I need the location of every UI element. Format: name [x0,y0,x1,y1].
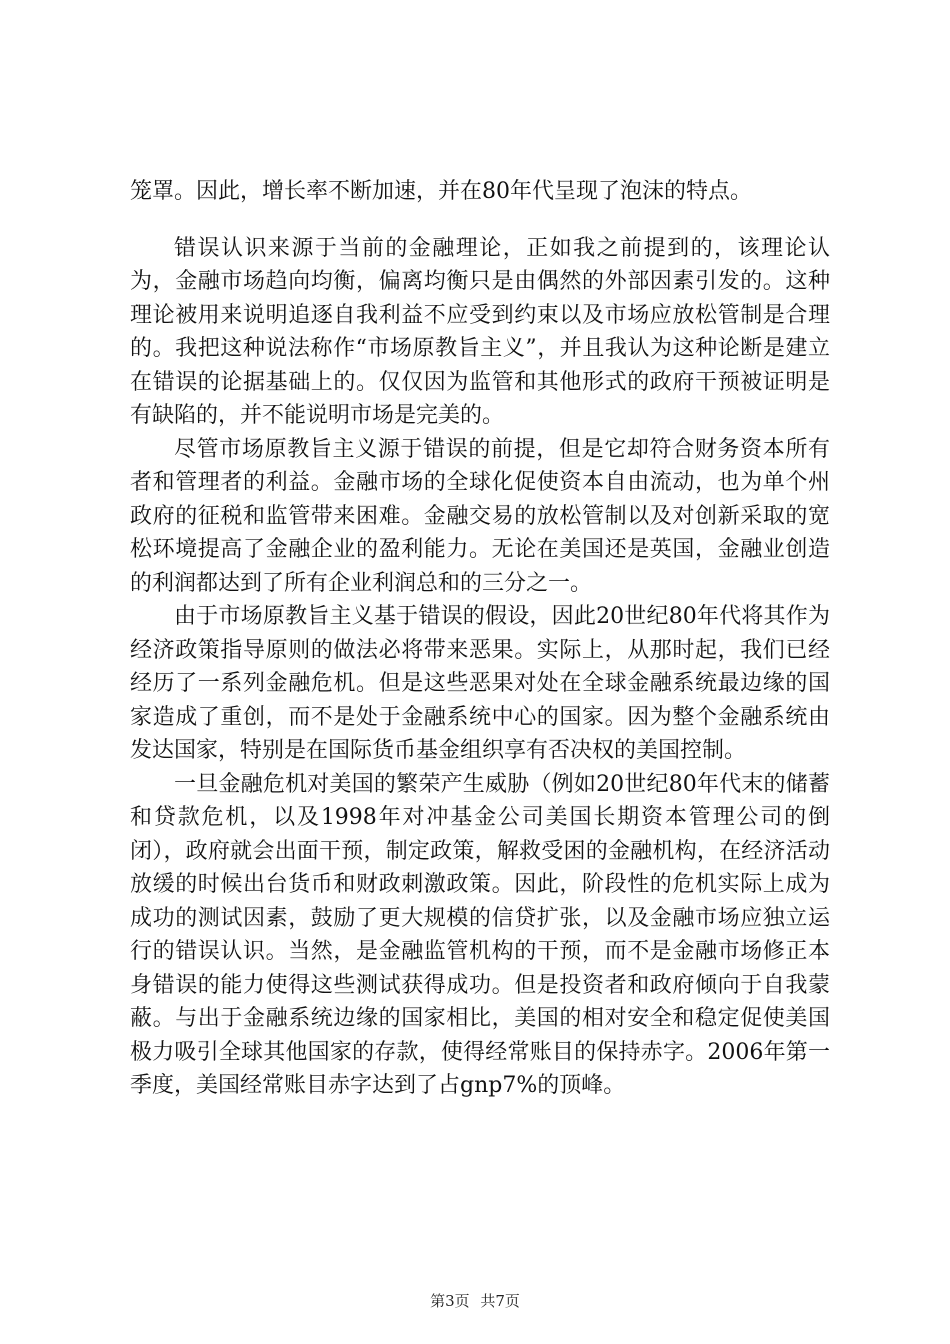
page-total: 共7页 [480,1292,520,1310]
paragraph: 一旦金融危机对美国的繁荣产生威胁（例如20世纪80年代末的储蓄和贷款危机，以及1998年对冲基金公司美国长期资本管理公司的倒闭），政府就会出面干预，制定政策，解救受困的金融机构，在经济活动放缓的时候出台货币和财政刺激政策。因此，阶段性的危机实际上成为成功的测试因素，鼓励了更大规模的信贷扩张，以及金融市场应独立运行的错误认识。当然，是金融监管机构的干预，而不是金融市场修正本身错误的能力使得这些测试获得成功。但是投资者和政府倾向于自我蒙蔽。与出于金融系统边缘的国家相比，美国的相对安全和稳定促使美国极力吸引全球其他国家的存款，使得经常账目的保持赤字。2006年第一季度，美国经常账目赤字达到了占gnp7%的顶峰。 [130,771,830,1098]
paragraph-continuation: 笼罩。因此，增长率不断加速，并在80年代呈现了泡沫的特点。 [130,179,752,204]
paragraph: 尽管市场原教旨主义源于错误的前提，但是它却符合财务资本所有者和管理者的利益。金融市场的全球化促使资本自由流动，也为单个州政府的征税和监管带来困难。金融交易的放松管制以及对创新采取的宽松环境提高了金融企业的盈利能力。无论在美国还是英国，金融业创造的利润都达到了所有企业利润总和的三分之一。 [130,436,830,596]
paragraph: 由于市场原教旨主义基于错误的假设，因此20世纪80年代将其作为经济政策指导原则的做法必将带来恶果。实际上，从那时起，我们已经经历了一系列金融危机。但是这些恶果对处在全球金融系统最边缘的国家造成了重创，而不是处于金融系统中心的国家。因为整个金融系统由发达国家，特别是在国际货币基金组织享有否决权的美国控制。 [130,604,830,763]
paragraph: 错误认识来源于当前的金融理论，正如我之前提到的，该理论认为，金融市场趋向均衡，偏离均衡只是由偶然的外部因素引发的。这种理论被用来说明追逐自我利益不应受到约束以及市场应放松管制是合理的。我把这种说法称作“市场原教旨主义”，并且我认为这种论断是建立在错误的论据基础上的。仅仅因为监管和其他形式的政府干预被证明是有缺陷的，并不能说明市场是完美的。 [130,235,830,428]
page-footer [0,1290,950,1311]
page-number: 第3页 [430,1292,470,1310]
document-body [130,175,830,1103]
